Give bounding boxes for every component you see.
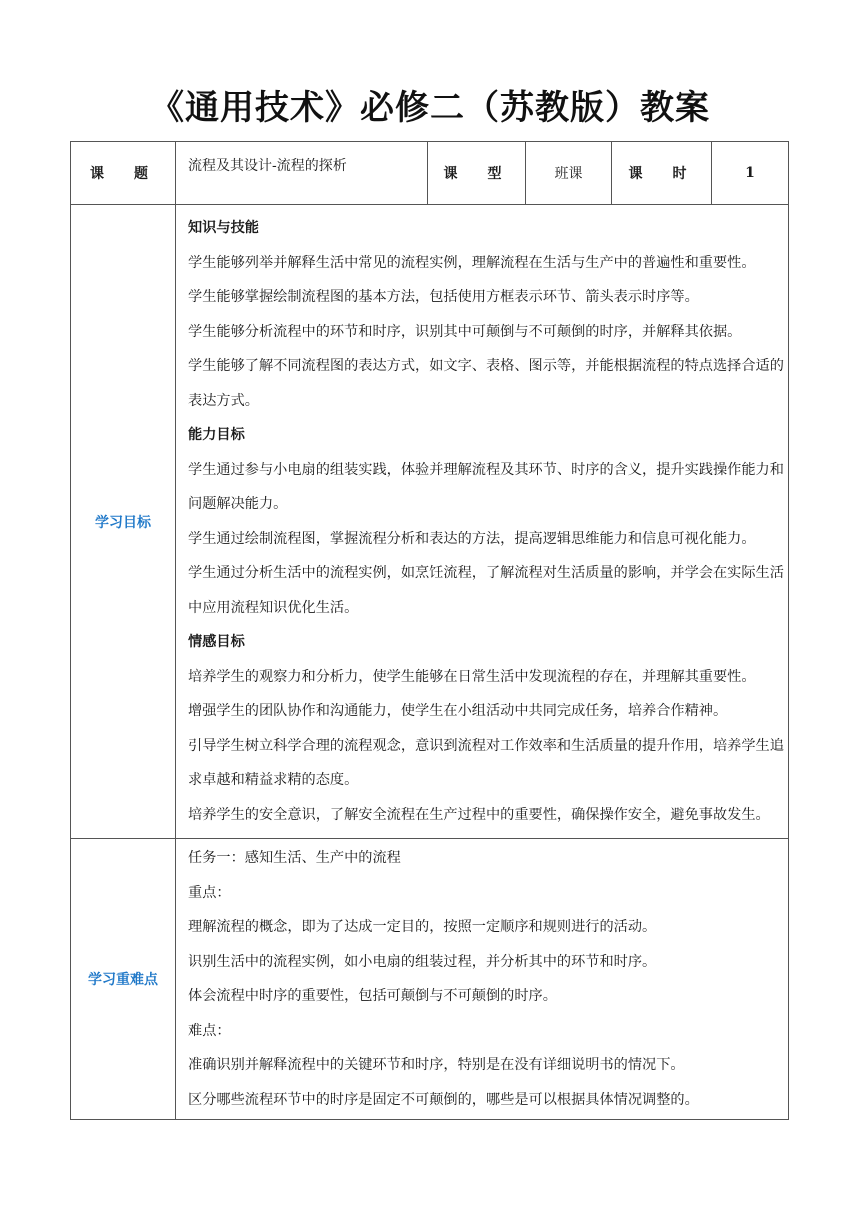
topic-label: 课 题 bbox=[71, 142, 176, 205]
header-row bbox=[71, 142, 789, 205]
key-item: 体会流程中时序的重要性，包括可颠倒与不可颠倒的时序。 bbox=[188, 988, 557, 1004]
ability-item: 学生通过分析生活中的流程实例，如烹饪流程，了解流程对生活质量的影响，并学会在实际生活中应用流程知识优化生活。 bbox=[188, 565, 784, 616]
key-item: 理解流程的概念，即为了达成一定目的，按照一定顺序和规则进行的活动。 bbox=[188, 919, 657, 935]
knowledge-item: 学生能够列举并解释生活中常见的流程实例，理解流程在生活与生产中的普遍性和重要性。 bbox=[188, 254, 756, 271]
ability-item: 学生通过参与小电扇的组装实践，体验并理解流程及其环节、时序的含义，提升实践操作能力和问题解决能力。 bbox=[188, 461, 784, 512]
lesson-plan-table bbox=[70, 141, 789, 1120]
objectives-label: 学习目标 bbox=[71, 205, 176, 839]
difficult-item: 区分哪些流程环节中的时序是固定不可颠倒的，哪些是可以根据具体情况调整的。 bbox=[188, 1091, 699, 1108]
type-label: 课 型 bbox=[428, 142, 526, 205]
type-value: 班课 bbox=[526, 142, 612, 205]
ability-heading: 能力目标 bbox=[188, 427, 245, 443]
emotion-item: 引导学生树立科学合理的流程观念，意识到流程对工作效率和生活质量的提升作用，培养学生追求卓越和精益求精的态度。 bbox=[188, 737, 784, 788]
knowledge-item: 学生能够了解不同流程图的表达方式，如文字、表格、图示等，并能根据流程的特点选择合适的表达方式。 bbox=[188, 358, 784, 409]
knowledge-item: 学生能够掌握绘制流程图的基本方法，包括使用方框表示环节、箭头表示时序等。 bbox=[188, 289, 699, 305]
objectives-content bbox=[176, 205, 789, 839]
document-title: 《通用技术》必修二（苏教版）教案 bbox=[150, 88, 710, 128]
key-item: 识别生活中的流程实例，如小电扇的组装过程，并分析其中的环节和时序。 bbox=[188, 953, 657, 970]
objectives-row bbox=[71, 205, 789, 839]
topic-value: 流程及其设计-流程的探析 bbox=[176, 142, 428, 205]
key-heading: 重点： bbox=[188, 884, 231, 901]
difficult-item: 准确识别并解释流程中的关键环节和时序，特别是在没有详细说明书的情况下。 bbox=[188, 1057, 685, 1073]
keypoints-content bbox=[176, 839, 789, 1120]
hours-label: 课 时 bbox=[612, 142, 712, 205]
difficult-heading: 难点： bbox=[188, 1022, 231, 1039]
keypoints-row bbox=[71, 839, 789, 1120]
task-title: 任务一：感知生活、生产中的流程 bbox=[188, 850, 401, 866]
emotion-item: 增强学生的团队协作和沟通能力，使学生在小组活动中共同完成任务，培养合作精神。 bbox=[188, 703, 728, 719]
hours-value: 1 bbox=[712, 142, 789, 205]
emotion-heading: 情感目标 bbox=[188, 634, 245, 650]
emotion-item: 培养学生的安全意识，了解安全流程在生产过程中的重要性，确保操作安全，避免事故发生。 bbox=[188, 806, 770, 823]
ability-item: 学生通过绘制流程图，掌握流程分析和表达的方法，提高逻辑思维能力和信息可视化能力。 bbox=[188, 530, 756, 547]
knowledge-item: 学生能够分析流程中的环节和时序，识别其中可颠倒与不可颠倒的时序，并解释其依据。 bbox=[188, 323, 742, 340]
keypoints-label: 学习重难点 bbox=[71, 839, 176, 1120]
knowledge-heading: 知识与技能 bbox=[188, 220, 259, 236]
emotion-item: 培养学生的观察力和分析力，使学生能够在日常生活中发现流程的存在，并理解其重要性。 bbox=[188, 668, 756, 685]
